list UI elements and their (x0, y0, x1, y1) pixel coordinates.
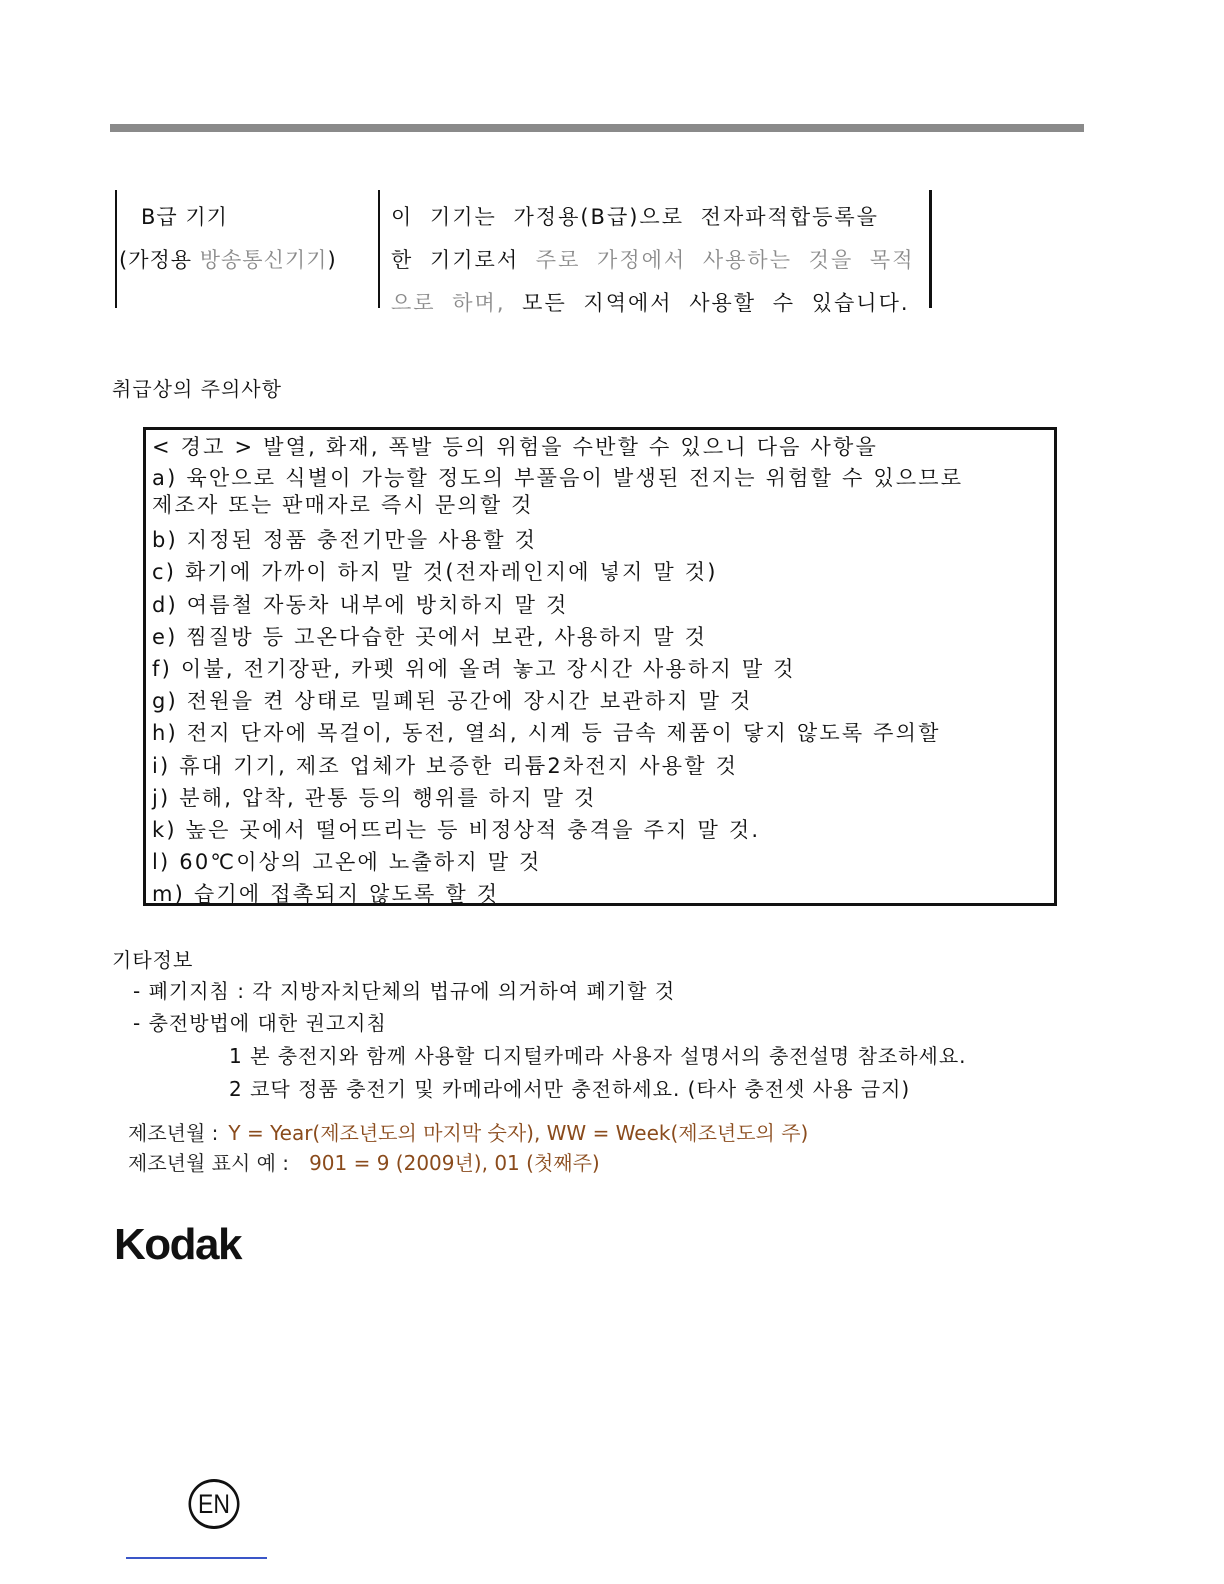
top-rule (110, 124, 1084, 132)
description-line-3: 으로 하며, 모든 지역에서 사용할 수 있습니다. (391, 291, 910, 315)
warning-item-i: i) 휴대 기기, 제조 업체가 보증한 리튬2차전지 사용할 것 (152, 753, 739, 778)
warning-item-e: e) 찜질방 등 고온다습한 곳에서 보관, 사용하지 말 것 (152, 624, 708, 649)
warning-item-c: c) 화기에 가까이 하지 말 것(전자레인지에 넣지 말 것) (152, 560, 718, 585)
warning-list (152, 430, 1052, 910)
warning-box (143, 427, 1057, 906)
warning-item-a-cont: 제조자 또는 판매자로 즉시 문의할 것 (152, 493, 534, 518)
warning-item-k: k) 높은 곳에서 떨어뜨리는 등 비정상적 충격을 주지 말 것. (152, 817, 761, 842)
warning-item-j: j) 분해, 압착, 관통 등의 행위를 하지 말 것 (152, 785, 597, 810)
class-b-device-table (115, 190, 932, 315)
warning-item-d: d) 여름철 자동차 내부에 방치하지 말 것 (152, 592, 569, 617)
charging-step-2: 2 코닥 정품 충전기 및 카메라에서만 충전하세요. (타사 충전셋 사용 금지) (229, 1077, 911, 1101)
disposal-guideline: - 폐기지침 : 각 지방자치단체의 법규에 의거하여 폐기할 것 (133, 979, 676, 1003)
warning-item-l: l) 60℃이상의 고온에 노출하지 말 것 (152, 850, 542, 875)
charging-steps (229, 1040, 967, 1106)
handling-precautions-title: 취급상의 주의사항 (112, 377, 282, 401)
warning-header: < 경고 > 발열, 화재, 폭발 등의 위험을 수반할 수 있으니 다음 사항을 (152, 435, 878, 459)
warning-item-g: g) 전원을 켠 상태로 밀폐된 공간에 장시간 보관하지 말 것 (152, 689, 753, 714)
warning-item-b: b) 지정된 정품 충전기만을 사용할 것 (152, 528, 538, 553)
warning-item-m: m) 습기에 접촉되지 않도록 할 것 (152, 882, 500, 907)
warning-item-f: f) 이불, 전기장판, 카펫 위에 올려 놓고 장시간 사용하지 말 것 (152, 656, 796, 681)
manufacture-date-example: 제조년월 표시 예 : 901 = 9 (2009년), 01 (첫째주) (128, 1151, 600, 1175)
other-info-list (133, 975, 675, 1039)
charging-guideline: - 충전방법에 대한 권고지침 (133, 1011, 387, 1035)
device-class-label: B급 기기 (141, 205, 228, 229)
bottom-accent-line (126, 1557, 267, 1559)
manufacture-date-format: 제조년월 : Y = Year(제조년도의 마지막 숫자), WW = Week(제조년도의 주) (128, 1121, 809, 1145)
device-class-cell (117, 196, 375, 282)
warning-item-a: a) 육안으로 식별이 가능할 정도의 부풀음이 발생된 전지는 위험할 수 있으므로 (152, 466, 964, 491)
description-line-2: 한 기기로서 주로 가정에서 사용하는 것을 목적 (391, 248, 915, 272)
charging-step-1: 1 본 충전지와 함께 사용할 디지털카메라 사용자 설명서의 충전설명 참조하세요. (229, 1044, 967, 1068)
kodak-logo: Kodak (114, 1220, 241, 1269)
table-column-divider (378, 190, 380, 308)
language-badge: EN (189, 1479, 240, 1529)
warning-item-h: h) 전지 단자에 목걸이, 동전, 열쇠, 시계 등 금속 제품이 닿지 않도록 주의할 (152, 721, 941, 746)
other-info-title: 기타정보 (112, 948, 194, 972)
device-class-sublabel: (가정용 방송통신기기) (119, 248, 337, 272)
description-line-1: 이 기기는 가정용(B급)으로 전자파적합등록을 (391, 205, 879, 229)
device-class-description (391, 196, 921, 325)
manufacture-date-info (128, 1118, 808, 1178)
